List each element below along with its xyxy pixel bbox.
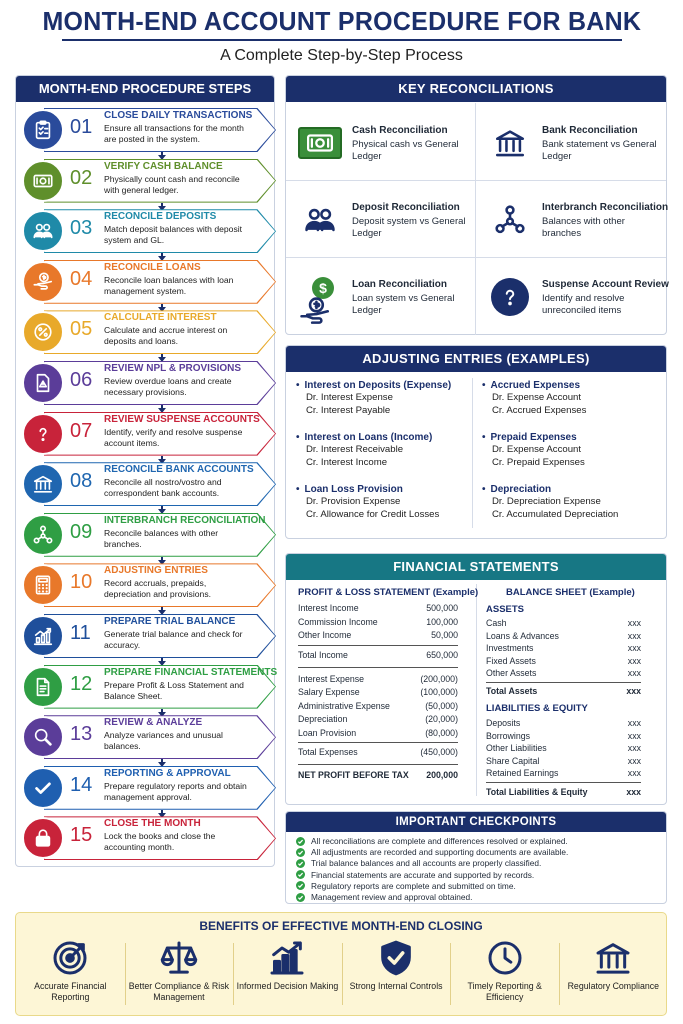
reconciliation-item [286, 180, 476, 258]
journal-line: Cr. Accumulated Depreciation [492, 509, 619, 520]
row-label: Salary Expense [298, 687, 360, 697]
step-title: VERIFY CASH BALANCE [104, 160, 223, 172]
people-icon [22, 210, 64, 252]
row-label: Share Capital [486, 755, 540, 766]
network-icon [22, 514, 64, 556]
page-subtitle: A Complete Step-by-Step Process [220, 47, 463, 64]
row-label: Loan Provision [298, 727, 357, 738]
row-label: Depreciation [298, 714, 348, 724]
benefit-separator [450, 943, 451, 1005]
statement-row [298, 728, 458, 738]
benefit-separator [233, 943, 234, 1005]
step-number: 01 [70, 116, 93, 138]
adjusting-entry-group [482, 432, 657, 469]
statement-row [298, 714, 458, 724]
checkpoint-text: Management review and approval obtained. [311, 892, 473, 902]
procedure-step [22, 412, 272, 456]
journal-line: Dr. Expense Account [492, 392, 582, 403]
adjusting-entry-title: • Accrued Expenses [482, 380, 657, 391]
statement-row [486, 731, 641, 741]
row-label: Total Assets [486, 686, 538, 696]
step-title: PREPARE TRIAL BALANCE [104, 616, 236, 627]
step-title: RECONCILE BANK ACCOUNTS [104, 464, 254, 476]
checkpoints-heading: IMPORTANT CHECKPOINTS [286, 812, 666, 832]
adjusting-entries-panel [285, 345, 667, 539]
row-label: Deposits [486, 718, 521, 728]
reconciliation-desc: Loan system vs General Ledger [352, 293, 455, 316]
step-number: 14 [70, 773, 93, 796]
row-label: Total Income [298, 649, 348, 660]
benefit-label: Accurate Financial Reporting [34, 981, 107, 1002]
row-value: xxx [627, 718, 641, 728]
check-circle-icon [296, 859, 305, 868]
row-label: Other Assets [486, 668, 537, 679]
row-label: Total Expenses [298, 747, 358, 757]
row-label: Cash [486, 618, 507, 628]
reconciliation-item [476, 180, 669, 258]
row-label: Administrative Expense [298, 700, 390, 711]
liabilities-title: LIABILITIES & EQUITY [486, 703, 588, 714]
row-label: NET PROFIT BEFORE TAX [298, 770, 409, 780]
benefit-separator [125, 943, 126, 1005]
checkpoint-item [296, 858, 541, 868]
procedure-step [22, 310, 272, 354]
question-icon [22, 413, 64, 455]
reconciliation-desc: Balances with other branches [542, 216, 625, 239]
rule-line [486, 782, 641, 783]
rule-line [298, 742, 458, 743]
checklist-icon [22, 109, 64, 151]
row-label: Total Liabilities & Equity [486, 787, 588, 797]
row-label: Interest Expense [298, 673, 365, 684]
procedure-step [22, 108, 272, 152]
checkpoints-panel [285, 811, 667, 904]
row-value: 500,000 [426, 603, 458, 613]
statement-row [486, 618, 641, 628]
bs-title: BALANCE SHEET (Example) [506, 587, 635, 598]
bank-icon [559, 935, 668, 981]
rule-line [298, 764, 458, 765]
reconciliation-desc: Identify and resolve unreconciled items [542, 293, 625, 316]
procedure-steps-panel [15, 75, 278, 867]
clock-icon [450, 935, 559, 981]
loan-hand-icon: $ [296, 277, 344, 317]
adjusting-entry-title: • Loan Loss Provision [296, 484, 471, 495]
row-value: xxx [627, 618, 641, 628]
row-value: xxx [627, 643, 641, 654]
row-label: Investments [486, 643, 534, 654]
journal-line: Cr. Accrued Expenses [492, 405, 587, 416]
key-reconciliations-panel [285, 75, 667, 335]
statement-row [486, 787, 641, 797]
target-icon [16, 935, 125, 981]
row-label: Borrowings [486, 730, 531, 741]
checkpoint-item [296, 847, 568, 857]
row-value: (200,000) [420, 673, 458, 684]
network-icon [486, 200, 534, 240]
reconciliation-desc: Deposit system vs General Ledger [352, 216, 466, 239]
benefit-label: Timely Reporting & Efficiency [467, 981, 542, 1002]
row-value: 50,000 [431, 630, 458, 640]
scales-icon [125, 935, 234, 981]
row-value: (80,000) [425, 727, 458, 738]
procedure-step [22, 462, 272, 506]
checkpoint-item [296, 881, 516, 891]
statement-row [298, 770, 458, 780]
benefit-item [16, 935, 125, 1015]
row-value: 100,000 [426, 616, 458, 627]
benefits-panel [15, 912, 667, 1016]
bank-icon [22, 463, 64, 505]
loan-hand-icon [22, 261, 64, 303]
statement-row [486, 718, 641, 728]
procedure-step [22, 260, 272, 304]
row-value: xxx [627, 630, 641, 641]
procedure-step [22, 361, 272, 405]
row-value: (20,000) [425, 714, 458, 724]
step-title: ADJUSTING ENTRIES [104, 565, 208, 577]
step-title: CALCULATE INTEREST [104, 312, 217, 324]
step-number: 11 [70, 622, 91, 644]
check-circle-icon [296, 870, 305, 879]
step-title: RECONCILE LOANS [104, 261, 201, 273]
steps-heading: MONTH-END PROCEDURE STEPS [16, 76, 274, 102]
row-label: Interest Income [298, 603, 359, 613]
journal-line: Dr. Interest Expense [306, 392, 393, 403]
step-title: CLOSE DAILY TRANSACTIONS [104, 110, 253, 121]
adjusting-entry-group [296, 380, 471, 417]
page-title: MONTH-END ACCOUNT PROCEDURE FOR BANK [42, 6, 641, 36]
benefit-label: Strong Internal Controls [349, 981, 443, 991]
statement-row [298, 630, 458, 640]
checkpoint-item [296, 870, 534, 880]
step-description: Lock the books and close the accounting month. [104, 831, 216, 853]
statement-row [298, 701, 458, 711]
row-value: 200,000 [426, 770, 458, 780]
statement-row [486, 756, 641, 766]
bank-icon [486, 123, 534, 163]
statement-row [486, 768, 641, 778]
reconciliation-item [286, 257, 476, 335]
journal-line: Dr. Expense Account [492, 444, 582, 455]
step-title: RECONCILE DEPOSITS [104, 211, 217, 223]
step-number: 04 [70, 267, 93, 290]
statement-row [298, 747, 458, 757]
statement-row [298, 674, 458, 684]
people-icon [296, 200, 344, 240]
step-description: Prepare regulatory reports and obtain management approval. [104, 780, 247, 802]
step-description: Reconcile all nostro/vostro and correspondent bank accounts. [104, 477, 222, 499]
row-label: Retained Earnings [486, 768, 559, 779]
step-number: 06 [70, 369, 93, 391]
step-title: INTERBRANCH RECONCILIATION [104, 514, 266, 526]
journal-line: Cr. Allowance for Credit Losses [306, 509, 440, 520]
step-number: 03 [70, 217, 93, 240]
step-description: Match deposit balances with deposit system and GL. [104, 224, 243, 246]
procedure-step [22, 816, 272, 860]
step-description: Prepare Profit & Loss Statement and Balance Sheet. [104, 679, 244, 701]
reconciliation-title: Interbranch Reconciliation [542, 202, 669, 213]
statement-row [486, 743, 641, 753]
checkpoint-text: Regulatory reports are complete and submitted on time. [311, 880, 516, 891]
checkpoint-text: Trial balance balances and all accounts are properly classified. [311, 858, 542, 869]
banknote-icon [296, 123, 344, 163]
step-title: REPORTING & APPROVAL [104, 767, 231, 779]
step-number: 07 [70, 419, 93, 442]
step-description: Identify, verify and resolve suspense account items. [104, 426, 243, 448]
row-label: Loans & Advances [486, 630, 559, 641]
adjusting-heading: ADJUSTING ENTRIES (EXAMPLES) [286, 346, 666, 372]
benefit-label: Informed Decision Making [236, 981, 339, 991]
benefit-item [125, 935, 234, 1015]
step-number: 12 [70, 672, 93, 695]
warning-doc-icon [22, 362, 64, 404]
step-title: REVIEW NPL & PROVISIONS [104, 363, 242, 374]
check-icon [22, 767, 64, 809]
reconciliation-title: Bank Reconciliation [542, 125, 638, 136]
step-description: Review overdue loans and create necessary provisions. [104, 376, 232, 397]
row-value: xxx [626, 686, 641, 696]
financial-statements-panel [285, 553, 667, 805]
procedure-step [22, 513, 272, 557]
journal-line: Cr. Prepaid Expenses [492, 457, 585, 468]
adjusting-entry-group [296, 432, 471, 469]
procedure-step [22, 715, 272, 759]
adjusting-entry-title: • Prepaid Expenses [482, 432, 657, 443]
benefit-label: Better Compliance & Risk Management [128, 981, 229, 1002]
reconciliation-item [476, 103, 666, 181]
reconciliation-item [286, 103, 476, 181]
row-value: xxx [627, 755, 641, 766]
chart-up-icon [22, 615, 64, 657]
statement-row [298, 617, 458, 627]
benefit-item [233, 935, 342, 1015]
shield-icon [342, 935, 451, 981]
procedure-step [22, 665, 278, 709]
row-value: xxx [626, 787, 641, 797]
title-underline [62, 39, 622, 41]
check-circle-icon [296, 848, 305, 857]
adjusting-entry-title: • Depreciation [482, 484, 657, 495]
row-label: Other Income [298, 630, 352, 640]
reconciliation-title: Suspense Account Review [542, 279, 669, 290]
journal-line: Cr. Interest Payable [306, 405, 391, 416]
procedure-step [22, 159, 272, 203]
statement-row [486, 668, 641, 678]
row-value: (450,000) [420, 747, 458, 757]
rule-line [486, 682, 641, 683]
statement-row [486, 643, 641, 653]
step-title: CLOSE THE MONTH [104, 818, 201, 830]
reconciliation-desc: Physical cash vs General Ledger [352, 139, 459, 162]
adjusting-entry-title: • Interest on Loans (Income) [296, 432, 471, 443]
checkpoint-item [296, 892, 472, 902]
step-number: 15 [70, 824, 93, 847]
column-divider [476, 584, 477, 796]
step-number: 05 [70, 318, 93, 341]
row-value: xxx [627, 743, 641, 754]
step-description: Calculate and accrue interest on deposits and loans. [104, 325, 228, 347]
assets-title: ASSETS [486, 604, 525, 615]
rule-line [298, 645, 458, 646]
reconciliation-title: Deposit Reconciliation [352, 202, 460, 213]
checkpoint-text: Financial statements are accurate and supported by records. [311, 869, 535, 880]
step-title: PREPARE FINANCIAL STATEMENTS [104, 666, 278, 678]
reconciliations-heading: KEY RECONCILIATIONS [286, 76, 666, 102]
step-number: 09 [70, 520, 93, 543]
row-label: Other Liabilities [486, 743, 547, 754]
document-icon [22, 666, 64, 708]
statement-row [486, 656, 641, 666]
row-label: Commission Income [298, 616, 378, 627]
step-description: Ensure all transactions for the month are posted in the system. [104, 123, 244, 144]
page-header [0, 6, 683, 65]
procedure-step [22, 563, 272, 607]
step-description: Reconcile loan balances with loan management system. [104, 274, 234, 296]
question-icon [486, 277, 534, 317]
row-value: xxx [627, 655, 641, 666]
step-description: Generate trial balance and check for accuracy. [104, 629, 243, 650]
row-value: xxx [627, 768, 641, 779]
column-divider [472, 378, 473, 528]
statement-row [298, 650, 458, 660]
statement-row [486, 686, 641, 696]
benefit-separator [342, 943, 343, 1005]
row-value: 650,000 [426, 649, 458, 660]
statement-row [298, 687, 458, 697]
adjusting-entry-group [482, 484, 657, 521]
row-label: Fixed Assets [486, 655, 536, 666]
benefit-separator [559, 943, 560, 1005]
procedure-step [22, 766, 272, 810]
checkpoint-text: All reconciliations are complete and differences resolved or explained. [311, 836, 568, 846]
checkpoint-item [296, 836, 568, 846]
step-number: 10 [70, 571, 93, 594]
journal-line: Dr. Interest Receivable [306, 444, 404, 455]
pl-title: PROFIT & LOSS STATEMENT (Example) [298, 587, 479, 598]
procedure-step [22, 614, 272, 658]
benefit-item [559, 935, 668, 1015]
procedure-step [22, 209, 272, 253]
magnifier-icon [22, 716, 64, 758]
reconciliation-title: Loan Reconciliation [352, 279, 448, 290]
reconciliation-item [476, 257, 669, 335]
row-value: xxx [627, 668, 641, 679]
step-description: Analyze variances and unusual balances. [104, 730, 223, 752]
row-value: xxx [627, 730, 641, 741]
check-circle-icon [296, 837, 305, 846]
benefit-item [450, 935, 559, 1015]
adjusting-entry-title: • Interest on Deposits (Expense) [296, 380, 471, 391]
reconciliation-title: Cash Reconciliation [352, 125, 448, 136]
journal-line: Dr. Provision Expense [306, 496, 401, 507]
adjusting-entry-group [296, 484, 471, 521]
step-number: 13 [70, 723, 93, 746]
reconciliation-desc: Bank statement vs General Ledger [542, 139, 657, 162]
adjusting-entry-group [482, 380, 657, 417]
benefit-item [342, 935, 451, 1015]
cash-icon [22, 160, 64, 202]
step-number: 08 [70, 470, 93, 493]
step-title: REVIEW & ANALYZE [104, 717, 203, 729]
bar-chart-icon [233, 935, 342, 981]
step-description: Physically count cash and reconcile with general ledger. [104, 173, 240, 195]
checkpoint-text: All adjustments are recorded and supporting documents are available. [311, 847, 569, 858]
journal-line: Cr. Interest Income [306, 457, 388, 468]
financials-heading: FINANCIAL STATEMENTS [286, 554, 666, 580]
statement-row [298, 603, 458, 613]
benefit-label: Regulatory Compliance [567, 981, 660, 991]
row-value: (50,000) [425, 700, 458, 711]
journal-line: Dr. Depreciation Expense [492, 496, 601, 507]
step-description: Record accruals, prepaids, depreciation and provisions. [104, 578, 212, 600]
statement-row [486, 631, 641, 641]
step-title: REVIEW SUSPENSE ACCOUNTS [104, 413, 260, 425]
row-value: (100,000) [420, 687, 458, 697]
rule-line [298, 667, 458, 668]
step-description: Reconcile balances with other branches. [104, 527, 219, 549]
step-number: 02 [70, 166, 93, 189]
check-circle-icon [296, 881, 305, 890]
check-circle-icon [296, 893, 305, 902]
benefits-heading: BENEFITS OF EFFECTIVE MONTH-END CLOSING [199, 919, 483, 933]
